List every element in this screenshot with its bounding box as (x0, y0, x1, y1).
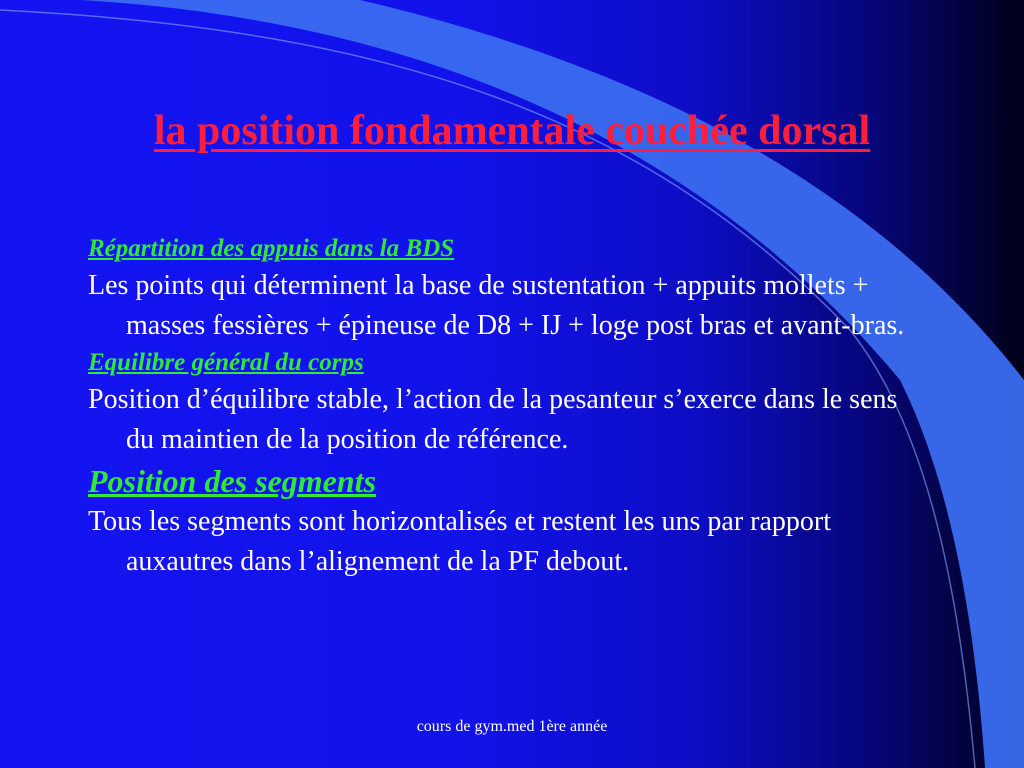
heading-position-segments: Position des segments (88, 463, 377, 499)
heading-equilibre-general: Equilibre général du corps (88, 349, 364, 376)
paragraph-equilibre-general: Position d’équilibre stable, l’action de la pesanteur s’exerce dans le sens du maintien de la position de référence. (88, 384, 898, 455)
paragraph-repartition-appuis: Les points qui déterminent la base de sustentation + appuits mollets + masses fessières + épineuse de D8 + IJ + loge post bras et avant-bras. (88, 270, 905, 341)
heading-repartition-appuis: Répartition des appuis dans la BDS (88, 235, 455, 262)
slide-title: la position fondamentale couchée dorsal (153, 108, 871, 154)
slide-footer: cours de gym.med 1ère année (416, 718, 608, 735)
slide-content (88, 232, 918, 582)
paragraph-position-segments: Tous les segments sont horizontalisés et restent les uns par rapport auxautres dans l’alignement de la PF debout. (88, 506, 831, 577)
